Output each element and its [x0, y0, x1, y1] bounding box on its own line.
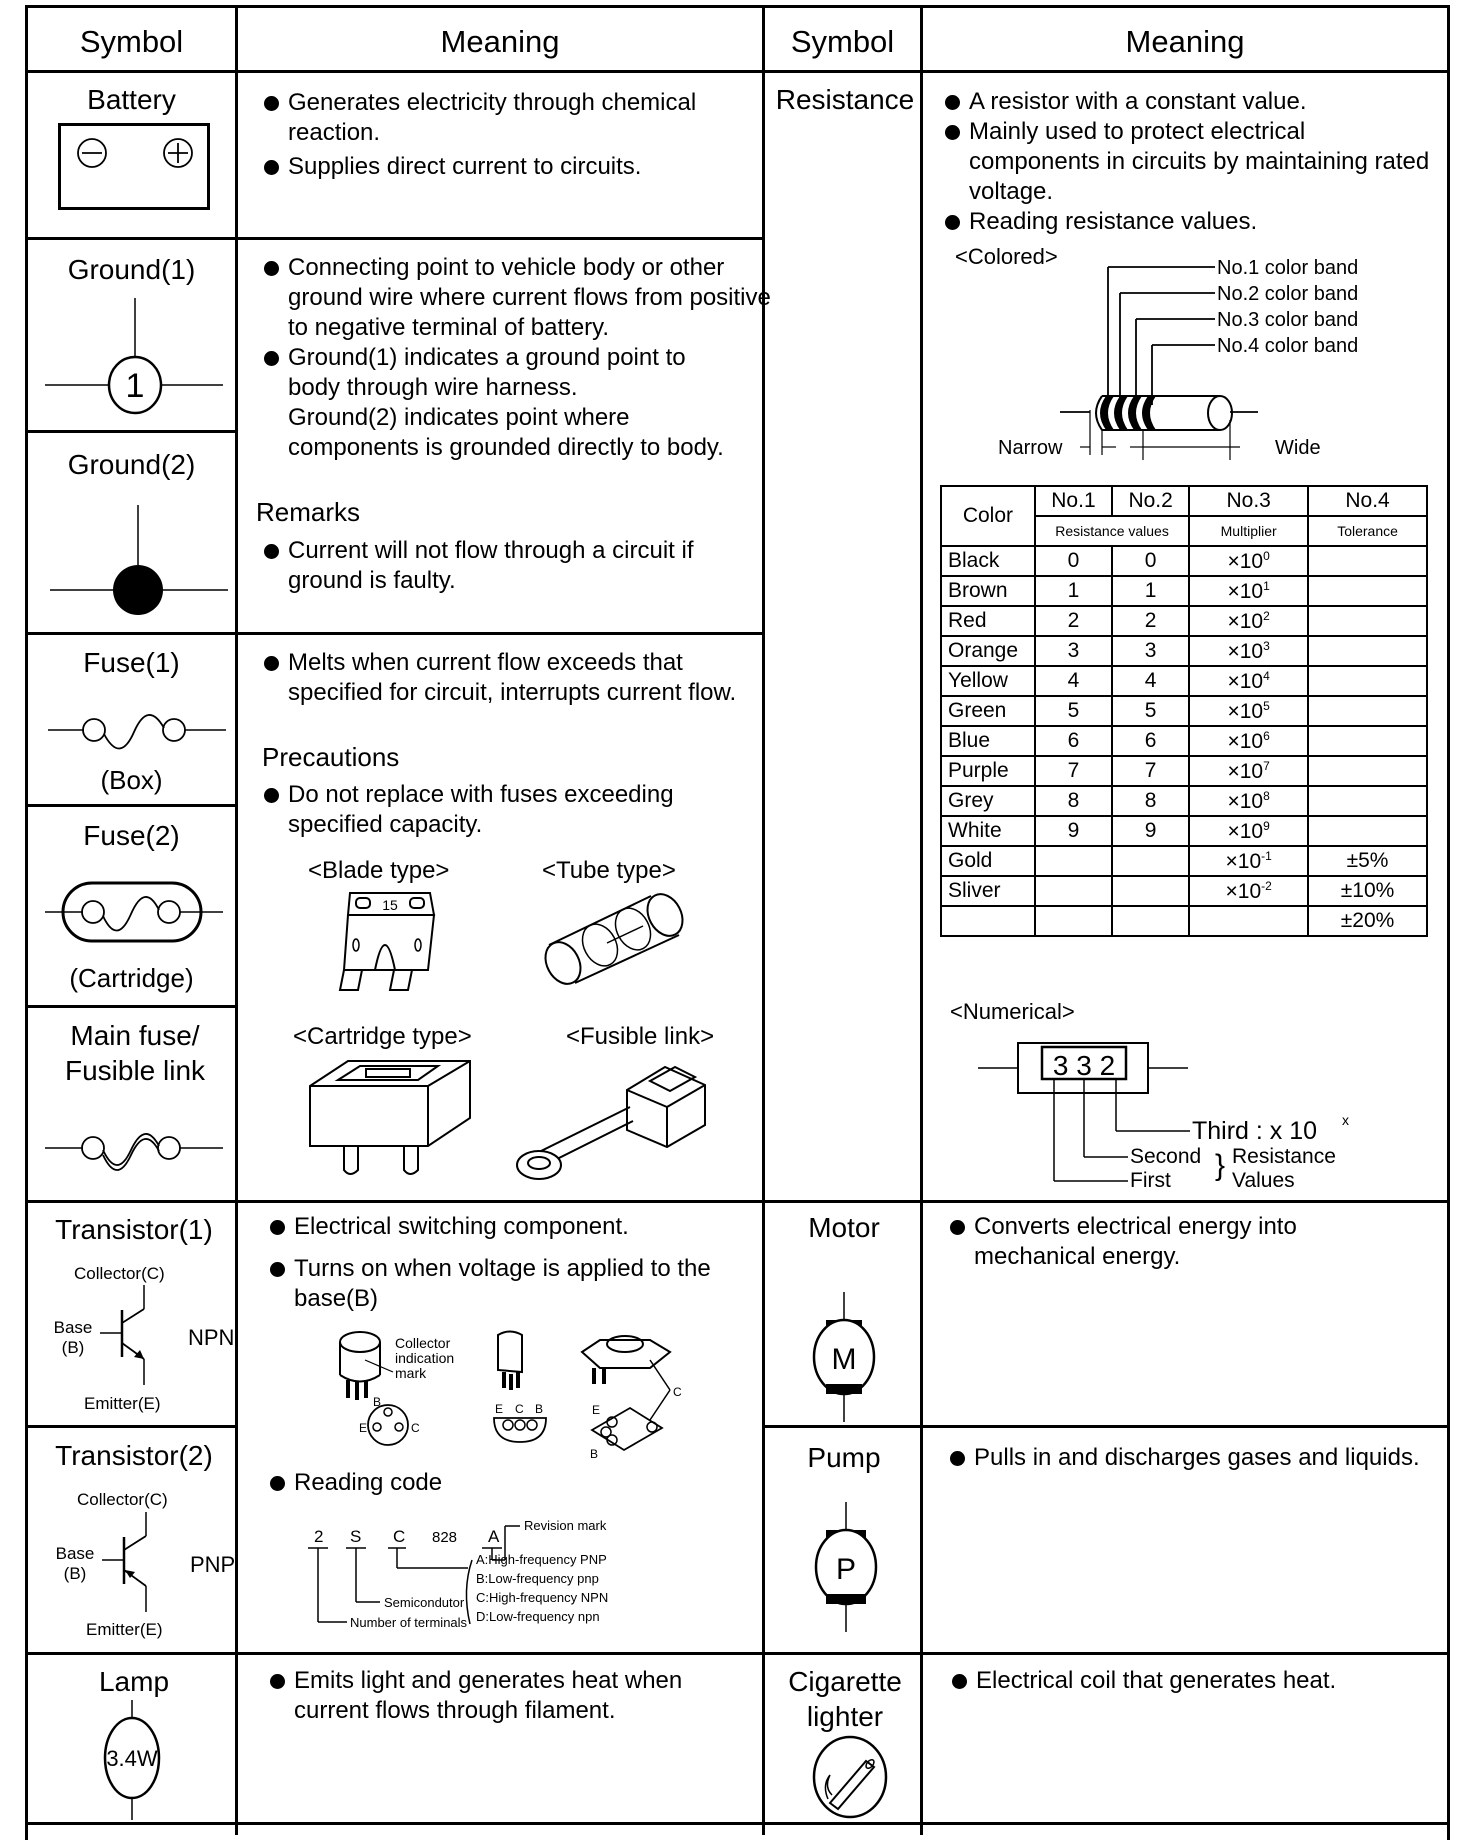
- cartridge-fuse-icon: [308, 1058, 478, 1183]
- motor-icon: [810, 1292, 882, 1432]
- svg-text:828: 828: [432, 1529, 458, 1546]
- svg-text:B: B: [535, 1402, 544, 1416]
- transistor-bullet-2: Turns on when voltage is applied to the base(B): [268, 1254, 764, 1314]
- svg-text:}: }: [1215, 1149, 1226, 1182]
- svg-text:B:Low-frequency pnp: B:Low-frequency pnp: [476, 1571, 599, 1586]
- transistor2-emitter: Emitter(E): [86, 1620, 163, 1639]
- numerical-title: <Numerical>: [950, 999, 1075, 1024]
- cartridge-type-label: <Cartridge type>: [293, 1023, 472, 1050]
- fuse1-icon: [48, 712, 228, 752]
- svg-text:S: S: [350, 1527, 362, 1546]
- no2-header: No.2: [1112, 486, 1189, 516]
- transistor1-type: NPN: [188, 1325, 235, 1350]
- svg-text:No.3 color band: No.3 color band: [1217, 309, 1359, 331]
- resistance-bullet-1: A resistor with a constant value.: [943, 87, 1449, 117]
- ground1-icon: [45, 298, 225, 420]
- transistor-bullet-1: Electrical switching component.: [268, 1212, 764, 1242]
- svg-text:D:Low-frequency npn: D:Low-frequency npn: [476, 1609, 600, 1624]
- svg-text:Narrow: Narrow: [998, 437, 1063, 459]
- svg-text:Values: Values: [1232, 1169, 1295, 1192]
- svg-text:A: A: [488, 1527, 500, 1546]
- svg-text:E: E: [359, 1421, 368, 1435]
- power-transistor-icon: [580, 1330, 690, 1460]
- cigarette-bullet-1: Electrical coil that generates heat.: [950, 1666, 1456, 1696]
- header-symbol-right: Symbol: [790, 24, 895, 59]
- svg-text:Semicondutor: Semicondutor: [384, 1595, 465, 1610]
- lamp-bullet-1: Emits light and generates heat when current flows through filament.: [268, 1666, 744, 1726]
- precautions-title: Precautions: [262, 742, 400, 772]
- collector-indication-label: Collector indication mark: [395, 1335, 455, 1381]
- svg-text:Wide: Wide: [1275, 437, 1321, 459]
- table-row: Grey 8 8 $\times 10^8$: [941, 786, 1427, 816]
- cigarette-lighter-icon: [810, 1735, 890, 1820]
- svg-text:First: First: [1130, 1169, 1171, 1192]
- transistor1-base: Base (B): [53, 1318, 93, 1357]
- battery-bullet-1: Generates electricity through chemical reaction.: [262, 88, 758, 148]
- fuse1-sub: (Box): [100, 765, 163, 795]
- npn-transistor-icon: [100, 1285, 160, 1385]
- svg-text:C: C: [515, 1402, 524, 1416]
- fuse2-icon: [45, 880, 225, 946]
- svg-text:A:High-frequency PNP: A:High-frequency PNP: [476, 1552, 607, 1567]
- svg-text:E: E: [592, 1403, 601, 1417]
- battery-bullet-2: Supplies direct current to circuits.: [262, 152, 758, 182]
- fuse-bullet-1: Melts when current flow exceeds that specified for circuit, interrupts current flow.: [262, 648, 748, 708]
- transistor2-type: PNP: [190, 1552, 236, 1577]
- svg-text:P: P: [835, 1553, 857, 1586]
- reading-code-diagram: [300, 1520, 750, 1640]
- svg-text:C: C: [411, 1421, 420, 1435]
- no1-header: No.1: [1035, 486, 1112, 516]
- resistance-title: Resistance: [775, 84, 915, 115]
- svg-text:B: B: [590, 1447, 599, 1461]
- fusible-link-label: <Fusible link>: [566, 1023, 715, 1050]
- table-row: Black 0 0 $\times 10^0$: [941, 546, 1427, 576]
- transistor1-title: Transistor(1): [55, 1214, 213, 1245]
- svg-text:C: C: [673, 1385, 682, 1399]
- battery-icon: [58, 123, 210, 211]
- table-row: Orange 3 3 $\times 10^3$: [941, 636, 1427, 666]
- motor-bullet-1: Converts electrical energy into mechanical energy.: [948, 1212, 1374, 1272]
- table-row: Gold $\times 10^{-1}$ ±5%: [941, 846, 1427, 876]
- main-fuse-title: Main fuse/ Fusible link: [64, 1020, 206, 1086]
- svg-text:No.4 color band: No.4 color band: [1217, 335, 1359, 357]
- svg-text:M: M: [831, 1343, 857, 1376]
- resistance-values-subheader: Resistance values: [1035, 516, 1189, 546]
- transistor1-emitter: Emitter(E): [84, 1394, 161, 1413]
- table-row: Blue 6 6 $\times 10^6$: [941, 726, 1427, 756]
- no4-header: No.4: [1308, 486, 1427, 516]
- precautions-bullet-1: Do not replace with fuses exceeding specified capacity.: [262, 780, 728, 840]
- svg-text:3.4W: 3.4W: [106, 1746, 158, 1771]
- svg-text:Third : x 10: Third : x 10: [1192, 1117, 1318, 1145]
- transistor2-title: Transistor(2): [55, 1440, 213, 1471]
- color-band-resistor-diagram: [990, 250, 1390, 470]
- remarks-title: Remarks: [256, 497, 361, 527]
- fusible-link-part-icon: [515, 1055, 715, 1185]
- svg-text:B: B: [373, 1395, 382, 1409]
- reading-code-title: Reading code: [268, 1468, 442, 1498]
- pump-icon: [812, 1502, 884, 1642]
- fuse2-title: Fuse(2): [83, 820, 180, 851]
- battery-title: Battery: [87, 84, 176, 115]
- resistance-bullet-3: Reading resistance values.: [943, 207, 1439, 237]
- resistance-bullet-2: Mainly used to protect electrical components in circuits by maintaining rated voltage.: [943, 117, 1439, 207]
- transistor2-collector: Collector(C): [77, 1490, 168, 1509]
- svg-text:C: C: [393, 1527, 406, 1546]
- svg-text:15: 15: [382, 897, 398, 913]
- cigarette-lighter-title: Cigarette lighter: [788, 1666, 902, 1732]
- svg-text:C:High-frequency NPN: C:High-frequency NPN: [476, 1590, 609, 1605]
- header-meaning-left: Meaning: [440, 24, 560, 59]
- svg-text:No.1 color band: No.1 color band: [1217, 257, 1359, 279]
- svg-text:Second: Second: [1130, 1145, 1202, 1168]
- numerical-resistor-diagram: [970, 1035, 1410, 1195]
- svg-text:1: 1: [125, 367, 145, 405]
- multiplier-subheader: Multiplier: [1189, 516, 1308, 546]
- pump-bullet-1: Pulls in and discharges gases and liquids.: [948, 1443, 1472, 1473]
- fuse1-title: Fuse(1): [83, 647, 180, 678]
- lamp-title: Lamp: [98, 1666, 170, 1697]
- remarks-bullet-1: Current will not flow through a circuit if ground is faulty.: [262, 536, 758, 596]
- svg-text:2: 2: [314, 1527, 324, 1546]
- svg-text:3 3 2: 3 3 2: [1052, 1050, 1116, 1081]
- colored-title: <Colored>: [955, 244, 1058, 269]
- lamp-icon: [102, 1700, 162, 1820]
- transistor1-collector: Collector(C): [74, 1264, 165, 1283]
- resistor-color-code-table: [940, 485, 1428, 937]
- ground1-title: Ground(1): [67, 254, 196, 285]
- motor-title: Motor: [808, 1212, 880, 1243]
- svg-text:Revision mark: Revision mark: [524, 1518, 607, 1533]
- table-row: Yellow 4 4 $\times 10^4$: [941, 666, 1427, 696]
- table-row: White 9 9 $\times 10^9$: [941, 816, 1427, 846]
- no3-header: No.3: [1189, 486, 1308, 516]
- tube-fuse-icon: [545, 893, 695, 993]
- ground-extra: Ground(2) indicates point where components is grounded directly to body.: [288, 404, 724, 461]
- table-row: Brown 1 1 $\times 10^1$: [941, 576, 1427, 606]
- header-symbol-left: Symbol: [79, 24, 184, 59]
- pnp-transistor-icon: [102, 1512, 162, 1612]
- to92-transistor-icon: [490, 1330, 550, 1450]
- header-meaning-right: Meaning: [1125, 24, 1245, 59]
- svg-text:No.2 color band: No.2 color band: [1217, 283, 1359, 305]
- svg-text:E: E: [495, 1402, 504, 1416]
- ground-bullet-1: Connecting point to vehicle body or other ground wire where current flows from positive to negative terminal of battery.: [262, 253, 778, 343]
- fuse2-sub: (Cartridge): [69, 963, 194, 993]
- blade-type-label: <Blade type>: [308, 857, 450, 884]
- svg-text:x: x: [1342, 1112, 1349, 1128]
- transistor2-base: Base (B): [55, 1544, 95, 1583]
- fusible-link-icon: [45, 1130, 225, 1170]
- table-row: ±20%: [941, 906, 1427, 936]
- svg-text:Number of terminals: Number of terminals: [350, 1615, 468, 1630]
- ground-bullet-2: Ground(1) indicates a ground point to body through wire harness.: [262, 343, 738, 403]
- table-row: Sliver $\times 10^{-2}$ ±10%: [941, 876, 1427, 906]
- tube-type-label: <Tube type>: [542, 857, 676, 884]
- ground2-icon: [50, 505, 230, 617]
- pump-title: Pump: [807, 1442, 881, 1473]
- table-row: Green 5 5 $\times 10^5$: [941, 696, 1427, 726]
- table-row: Purple 7 7 $\times 10^7$: [941, 756, 1427, 786]
- color-header: Color: [941, 486, 1035, 546]
- blade-fuse-icon: [330, 890, 450, 995]
- svg-text:Resistance: Resistance: [1232, 1145, 1336, 1168]
- table-row: Red 2 2 $\times 10^2$: [941, 606, 1427, 636]
- ground2-title: Ground(2): [67, 449, 196, 480]
- tolerance-subheader: Tolerance: [1308, 516, 1427, 546]
